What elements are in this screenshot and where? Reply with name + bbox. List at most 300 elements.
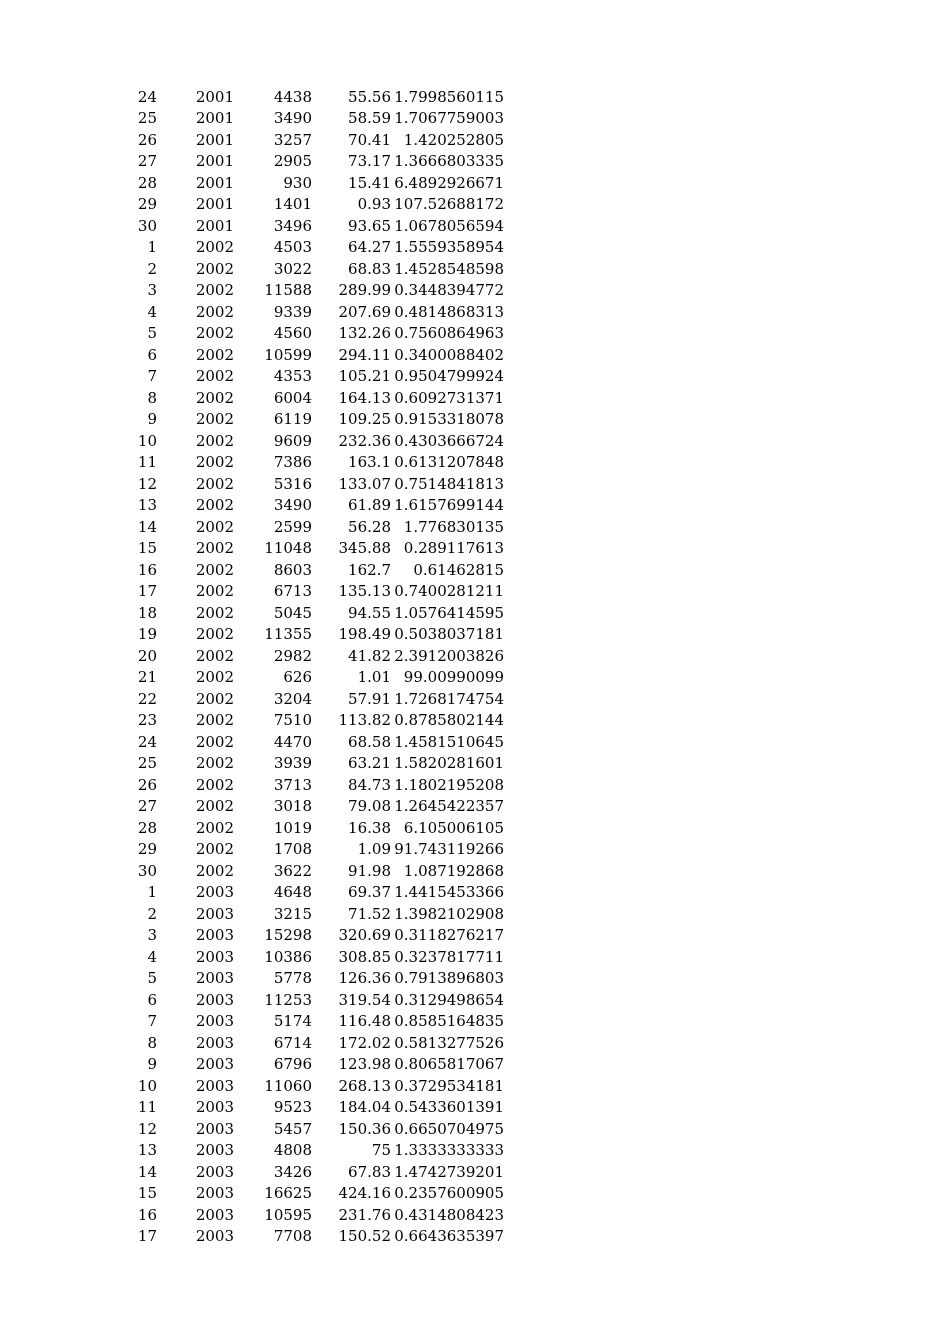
id-cell: 17 xyxy=(137,1227,157,1245)
ratio-cell: 1.3666803335 xyxy=(394,152,504,170)
table-row xyxy=(0,775,950,797)
value-a-cell: 9609 xyxy=(273,431,312,450)
value-a-cell: 4353 xyxy=(273,367,312,385)
ratio-cell: 1.5820281601 xyxy=(394,754,504,772)
year-cell: 2002 xyxy=(195,861,234,880)
year-cell: 2002 xyxy=(195,345,234,364)
year-cell: 2002 xyxy=(195,539,234,557)
table-row xyxy=(0,603,950,625)
year-cell: 2002 xyxy=(195,388,234,407)
table-row xyxy=(0,925,950,947)
year-cell: 2003 xyxy=(195,926,234,944)
value-a-cell: 4438 xyxy=(273,87,312,106)
id-cell: 28 xyxy=(137,818,157,837)
ratio-cell: 1.4742739201 xyxy=(394,1162,504,1181)
value-a-cell: 2982 xyxy=(273,646,312,665)
data-table xyxy=(0,87,950,1248)
table-row xyxy=(0,710,950,732)
ratio-cell: 0.7560864963 xyxy=(394,324,504,342)
value-b-cell: 150.36 xyxy=(338,1119,391,1138)
value-b-cell: 150.52 xyxy=(338,1227,391,1245)
table-row xyxy=(0,560,950,582)
ratio-cell: 91.743119266 xyxy=(394,840,504,858)
value-b-cell: 109.25 xyxy=(338,410,391,428)
ratio-cell: 0.8065817067 xyxy=(394,1055,504,1073)
year-cell: 2002 xyxy=(195,732,234,751)
table-row xyxy=(0,1011,950,1033)
ratio-cell: 0.6131207848 xyxy=(394,453,504,471)
value-b-cell: 133.07 xyxy=(338,474,391,493)
value-b-cell: 172.02 xyxy=(338,1033,391,1052)
value-a-cell: 3018 xyxy=(273,797,312,815)
id-cell: 1 xyxy=(147,883,157,901)
value-a-cell: 2905 xyxy=(273,152,312,170)
year-cell: 2002 xyxy=(195,625,234,643)
value-b-cell: 162.7 xyxy=(348,560,391,579)
ratio-cell: 1.3982102908 xyxy=(394,904,504,923)
year-cell: 2003 xyxy=(195,1205,234,1224)
value-b-cell: 184.04 xyxy=(338,1098,391,1116)
ratio-cell: 0.6643635397 xyxy=(394,1227,504,1245)
ratio-cell: 1.6157699144 xyxy=(394,496,504,514)
ratio-cell: 0.4314808423 xyxy=(394,1205,504,1224)
value-b-cell: 319.54 xyxy=(338,990,391,1009)
id-cell: 11 xyxy=(137,453,157,471)
value-b-cell: 75 xyxy=(371,1141,391,1159)
value-a-cell: 626 xyxy=(283,668,312,686)
ratio-cell: 1.776830135 xyxy=(403,517,504,536)
value-a-cell: 10599 xyxy=(264,345,312,364)
value-b-cell: 55.56 xyxy=(348,87,391,106)
value-b-cell: 163.1 xyxy=(348,453,391,471)
table-row xyxy=(0,302,950,324)
value-a-cell: 2599 xyxy=(273,517,312,536)
ratio-cell: 0.3118276217 xyxy=(394,926,504,944)
value-b-cell: 93.65 xyxy=(348,216,391,235)
value-b-cell: 320.69 xyxy=(338,926,391,944)
table-row xyxy=(0,366,950,388)
value-a-cell: 7386 xyxy=(273,453,312,471)
year-cell: 2002 xyxy=(195,754,234,772)
year-cell: 2001 xyxy=(195,216,234,235)
ratio-cell: 0.5433601391 xyxy=(394,1098,504,1116)
year-cell: 2001 xyxy=(195,130,234,149)
ratio-cell: 0.7913896803 xyxy=(394,969,504,987)
ratio-cell: 0.61462815 xyxy=(413,560,504,579)
value-a-cell: 10595 xyxy=(264,1205,312,1224)
id-cell: 23 xyxy=(137,711,157,729)
ratio-cell: 107.52688172 xyxy=(394,195,504,213)
year-cell: 2002 xyxy=(195,797,234,815)
year-cell: 2002 xyxy=(195,259,234,278)
value-b-cell: 68.58 xyxy=(348,732,391,751)
value-b-cell: 16.38 xyxy=(348,818,391,837)
value-a-cell: 4503 xyxy=(273,238,312,256)
value-a-cell: 4808 xyxy=(273,1141,312,1159)
value-b-cell: 164.13 xyxy=(338,388,391,407)
id-cell: 8 xyxy=(147,388,157,407)
year-cell: 2001 xyxy=(195,173,234,192)
value-b-cell: 132.26 xyxy=(338,324,391,342)
value-a-cell: 6713 xyxy=(273,582,312,600)
value-a-cell: 11253 xyxy=(264,990,312,1009)
table-row xyxy=(0,947,950,969)
value-b-cell: 126.36 xyxy=(338,969,391,987)
table-row xyxy=(0,1097,950,1119)
value-b-cell: 231.76 xyxy=(338,1205,391,1224)
year-cell: 2002 xyxy=(195,603,234,622)
ratio-cell: 0.9504799924 xyxy=(394,367,504,385)
year-cell: 2002 xyxy=(195,474,234,493)
ratio-cell: 1.0678056594 xyxy=(394,216,504,235)
value-b-cell: 135.13 xyxy=(338,582,391,600)
id-cell: 15 xyxy=(137,539,157,557)
value-b-cell: 105.21 xyxy=(338,367,391,385)
id-cell: 15 xyxy=(137,1184,157,1202)
table-row xyxy=(0,87,950,109)
value-b-cell: 15.41 xyxy=(348,173,391,192)
id-cell: 26 xyxy=(137,130,157,149)
value-a-cell: 7708 xyxy=(273,1227,312,1245)
id-cell: 25 xyxy=(137,754,157,772)
value-b-cell: 63.21 xyxy=(348,754,391,772)
id-cell: 6 xyxy=(147,990,157,1009)
table-row xyxy=(0,280,950,302)
value-a-cell: 4560 xyxy=(273,324,312,342)
ratio-cell: 0.9153318078 xyxy=(394,410,504,428)
id-cell: 24 xyxy=(137,87,157,106)
year-cell: 2002 xyxy=(195,302,234,321)
ratio-cell: 0.4303666724 xyxy=(394,431,504,450)
table-row xyxy=(0,409,950,431)
value-a-cell: 10386 xyxy=(264,947,312,966)
year-cell: 2001 xyxy=(195,152,234,170)
table-row xyxy=(0,904,950,926)
ratio-cell: 0.5813277526 xyxy=(394,1033,504,1052)
year-cell: 2001 xyxy=(195,87,234,106)
year-cell: 2002 xyxy=(195,496,234,514)
value-b-cell: 198.49 xyxy=(338,625,391,643)
id-cell: 17 xyxy=(137,582,157,600)
table-row xyxy=(0,1054,950,1076)
value-a-cell: 11048 xyxy=(264,539,312,557)
value-b-cell: 232.36 xyxy=(338,431,391,450)
ratio-cell: 2.3912003826 xyxy=(394,646,504,665)
value-a-cell: 11355 xyxy=(264,625,312,643)
value-a-cell: 3622 xyxy=(273,861,312,880)
table-row xyxy=(0,1119,950,1141)
value-b-cell: 123.98 xyxy=(338,1055,391,1073)
table-row xyxy=(0,1033,950,1055)
year-cell: 2002 xyxy=(195,410,234,428)
year-cell: 2002 xyxy=(195,281,234,299)
year-cell: 2003 xyxy=(195,1119,234,1138)
id-cell: 10 xyxy=(137,1076,157,1095)
id-cell: 6 xyxy=(147,345,157,364)
id-cell: 20 xyxy=(137,646,157,665)
table-row xyxy=(0,990,950,1012)
table-row xyxy=(0,216,950,238)
value-a-cell: 3257 xyxy=(273,130,312,149)
table-row xyxy=(0,495,950,517)
table-row xyxy=(0,151,950,173)
year-cell: 2003 xyxy=(195,990,234,1009)
id-cell: 4 xyxy=(147,947,157,966)
value-a-cell: 1401 xyxy=(273,195,312,213)
id-cell: 12 xyxy=(137,1119,157,1138)
value-a-cell: 11588 xyxy=(264,281,312,299)
id-cell: 16 xyxy=(137,1205,157,1224)
ratio-cell: 1.4581510645 xyxy=(394,732,504,751)
table-row xyxy=(0,345,950,367)
value-a-cell: 930 xyxy=(283,173,312,192)
table-row xyxy=(0,818,950,840)
table-row xyxy=(0,259,950,281)
value-b-cell: 289.99 xyxy=(338,281,391,299)
value-b-cell: 1.01 xyxy=(357,668,391,686)
value-a-cell: 3713 xyxy=(273,775,312,794)
table-row xyxy=(0,732,950,754)
id-cell: 7 xyxy=(147,1012,157,1030)
id-cell: 5 xyxy=(147,969,157,987)
id-cell: 2 xyxy=(147,904,157,923)
table-row xyxy=(0,1162,950,1184)
value-b-cell: 84.73 xyxy=(348,775,391,794)
year-cell: 2002 xyxy=(195,431,234,450)
value-b-cell: 424.16 xyxy=(338,1184,391,1202)
id-cell: 4 xyxy=(147,302,157,321)
value-a-cell: 5316 xyxy=(273,474,312,493)
id-cell: 3 xyxy=(147,926,157,944)
value-b-cell: 308.85 xyxy=(338,947,391,966)
value-a-cell: 1708 xyxy=(273,840,312,858)
year-cell: 2002 xyxy=(195,453,234,471)
ratio-cell: 0.8585164835 xyxy=(394,1012,504,1030)
year-cell: 2002 xyxy=(195,689,234,708)
ratio-cell: 0.3448394772 xyxy=(394,281,504,299)
value-a-cell: 6004 xyxy=(273,388,312,407)
table-row xyxy=(0,517,950,539)
value-a-cell: 8603 xyxy=(273,560,312,579)
table-row xyxy=(0,1183,950,1205)
table-row xyxy=(0,108,950,130)
value-b-cell: 113.82 xyxy=(338,711,391,729)
ratio-cell: 1.4528548598 xyxy=(394,259,504,278)
id-cell: 22 xyxy=(137,689,157,708)
table-row xyxy=(0,753,950,775)
year-cell: 2003 xyxy=(195,1055,234,1073)
table-row xyxy=(0,388,950,410)
id-cell: 27 xyxy=(137,797,157,815)
value-b-cell: 57.91 xyxy=(348,689,391,708)
ratio-cell: 1.7268174754 xyxy=(394,689,504,708)
id-cell: 3 xyxy=(147,281,157,299)
year-cell: 2002 xyxy=(195,668,234,686)
ratio-cell: 1.7067759003 xyxy=(394,109,504,127)
year-cell: 2003 xyxy=(195,1012,234,1030)
value-a-cell: 4648 xyxy=(273,883,312,901)
value-b-cell: 0.93 xyxy=(357,195,391,213)
table-row xyxy=(0,861,950,883)
year-cell: 2002 xyxy=(195,238,234,256)
ratio-cell: 0.2357600905 xyxy=(394,1184,504,1202)
table-row xyxy=(0,689,950,711)
year-cell: 2002 xyxy=(195,560,234,579)
value-b-cell: 207.69 xyxy=(338,302,391,321)
table-row xyxy=(0,452,950,474)
id-cell: 14 xyxy=(137,517,157,536)
ratio-cell: 6.4892926671 xyxy=(394,173,504,192)
value-b-cell: 268.13 xyxy=(338,1076,391,1095)
id-cell: 30 xyxy=(137,861,157,880)
value-b-cell: 71.52 xyxy=(348,904,391,923)
year-cell: 2003 xyxy=(195,1162,234,1181)
year-cell: 2002 xyxy=(195,646,234,665)
value-a-cell: 3490 xyxy=(273,496,312,514)
year-cell: 2002 xyxy=(195,818,234,837)
year-cell: 2002 xyxy=(195,324,234,342)
id-cell: 9 xyxy=(147,1055,157,1073)
value-a-cell: 5457 xyxy=(273,1119,312,1138)
year-cell: 2002 xyxy=(195,711,234,729)
ratio-cell: 0.3237817711 xyxy=(394,947,504,966)
table-row xyxy=(0,667,950,689)
year-cell: 2002 xyxy=(195,840,234,858)
ratio-cell: 0.289117613 xyxy=(403,539,504,557)
id-cell: 10 xyxy=(137,431,157,450)
ratio-cell: 0.7400281211 xyxy=(394,582,504,600)
ratio-cell: 0.6650704975 xyxy=(394,1119,504,1138)
id-cell: 29 xyxy=(137,195,157,213)
table-row xyxy=(0,968,950,990)
value-b-cell: 1.09 xyxy=(357,840,391,858)
value-a-cell: 3022 xyxy=(273,259,312,278)
id-cell: 21 xyxy=(137,668,157,686)
ratio-cell: 0.3729534181 xyxy=(394,1076,504,1095)
value-b-cell: 294.11 xyxy=(338,345,391,364)
year-cell: 2002 xyxy=(195,517,234,536)
id-cell: 7 xyxy=(147,367,157,385)
ratio-cell: 0.6092731371 xyxy=(394,388,504,407)
value-a-cell: 4470 xyxy=(273,732,312,751)
id-cell: 1 xyxy=(147,238,157,256)
id-cell: 18 xyxy=(137,603,157,622)
id-cell: 14 xyxy=(137,1162,157,1181)
ratio-cell: 1.2645422357 xyxy=(394,797,504,815)
id-cell: 2 xyxy=(147,259,157,278)
value-a-cell: 9339 xyxy=(273,302,312,321)
table-row xyxy=(0,323,950,345)
value-a-cell: 3426 xyxy=(273,1162,312,1181)
ratio-cell: 0.8785802144 xyxy=(394,711,504,729)
value-a-cell: 3215 xyxy=(273,904,312,923)
id-cell: 28 xyxy=(137,173,157,192)
year-cell: 2003 xyxy=(195,1076,234,1095)
value-b-cell: 345.88 xyxy=(338,539,391,557)
year-cell: 2003 xyxy=(195,969,234,987)
ratio-cell: 0.3400088402 xyxy=(394,345,504,364)
value-a-cell: 7510 xyxy=(273,711,312,729)
id-cell: 8 xyxy=(147,1033,157,1052)
year-cell: 2002 xyxy=(195,367,234,385)
table-row xyxy=(0,839,950,861)
year-cell: 2002 xyxy=(195,582,234,600)
value-a-cell: 1019 xyxy=(273,818,312,837)
id-cell: 13 xyxy=(137,496,157,514)
table-row xyxy=(0,194,950,216)
id-cell: 19 xyxy=(137,625,157,643)
value-b-cell: 58.59 xyxy=(348,109,391,127)
value-b-cell: 91.98 xyxy=(348,861,391,880)
table-row xyxy=(0,1205,950,1227)
id-cell: 26 xyxy=(137,775,157,794)
year-cell: 2002 xyxy=(195,775,234,794)
ratio-cell: 1.420252805 xyxy=(403,130,504,149)
value-a-cell: 6796 xyxy=(273,1055,312,1073)
value-a-cell: 11060 xyxy=(264,1076,312,1095)
table-row xyxy=(0,431,950,453)
ratio-cell: 1.5559358954 xyxy=(394,238,504,256)
value-b-cell: 79.08 xyxy=(348,797,391,815)
id-cell: 12 xyxy=(137,474,157,493)
ratio-cell: 0.3129498654 xyxy=(394,990,504,1009)
table-row xyxy=(0,624,950,646)
table-row xyxy=(0,1076,950,1098)
table-row xyxy=(0,882,950,904)
year-cell: 2003 xyxy=(195,1184,234,1202)
ratio-cell: 1.0576414595 xyxy=(394,603,504,622)
year-cell: 2003 xyxy=(195,1227,234,1245)
year-cell: 2003 xyxy=(195,1098,234,1116)
table-row xyxy=(0,796,950,818)
value-b-cell: 70.41 xyxy=(348,130,391,149)
year-cell: 2003 xyxy=(195,1141,234,1159)
table-row xyxy=(0,237,950,259)
value-b-cell: 116.48 xyxy=(338,1012,391,1030)
value-a-cell: 3204 xyxy=(273,689,312,708)
year-cell: 2003 xyxy=(195,904,234,923)
year-cell: 2003 xyxy=(195,883,234,901)
ratio-cell: 1.3333333333 xyxy=(394,1141,504,1159)
value-a-cell: 16625 xyxy=(264,1184,312,1202)
value-a-cell: 5174 xyxy=(273,1012,312,1030)
value-a-cell: 6714 xyxy=(273,1033,312,1052)
id-cell: 25 xyxy=(137,109,157,127)
id-cell: 9 xyxy=(147,410,157,428)
id-cell: 13 xyxy=(137,1141,157,1159)
ratio-cell: 0.4814868313 xyxy=(394,302,504,321)
value-a-cell: 5778 xyxy=(273,969,312,987)
ratio-cell: 6.105006105 xyxy=(403,818,504,837)
id-cell: 5 xyxy=(147,324,157,342)
value-a-cell: 15298 xyxy=(264,926,312,944)
table-row xyxy=(0,1226,950,1248)
year-cell: 2001 xyxy=(195,195,234,213)
id-cell: 29 xyxy=(137,840,157,858)
value-a-cell: 3490 xyxy=(273,109,312,127)
value-a-cell: 6119 xyxy=(273,410,312,428)
value-b-cell: 73.17 xyxy=(348,152,391,170)
table-row xyxy=(0,173,950,195)
ratio-cell: 0.5038037181 xyxy=(394,625,504,643)
ratio-cell: 1.7998560115 xyxy=(394,87,504,106)
value-a-cell: 3939 xyxy=(273,754,312,772)
table-row xyxy=(0,538,950,560)
id-cell: 11 xyxy=(137,1098,157,1116)
ratio-cell: 1.087192868 xyxy=(403,861,504,880)
id-cell: 30 xyxy=(137,216,157,235)
ratio-cell: 1.4415453366 xyxy=(394,883,504,901)
